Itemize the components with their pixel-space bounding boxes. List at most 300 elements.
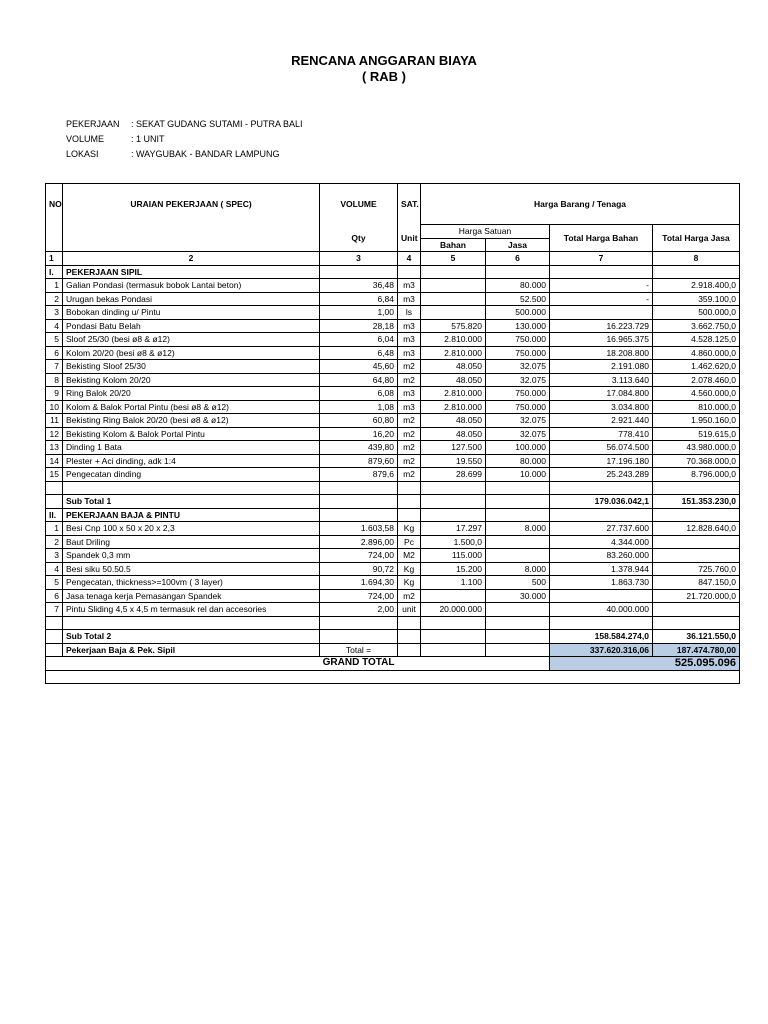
item-price-jasa: 52.500 (486, 292, 550, 306)
item-unit: M2 (398, 549, 421, 563)
project-info (66, 117, 303, 162)
item-price-jasa: 32.075 (486, 360, 550, 374)
item-price-bahan: 2.810.000 (421, 333, 486, 347)
table-row (46, 549, 740, 563)
item-total-jasa: 725.760,0 (653, 562, 740, 576)
item-number: 8 (46, 373, 63, 387)
item-qty: 60,80 (320, 414, 398, 428)
item-total-jasa (653, 603, 740, 617)
item-price-bahan: 48.050 (421, 360, 486, 374)
item-qty: 6,08 (320, 387, 398, 401)
item-unit: m3 (398, 346, 421, 360)
item-unit: m3 (398, 319, 421, 333)
item-total-bahan: 4.344.000 (550, 535, 653, 549)
item-price-bahan: 2.810.000 (421, 346, 486, 360)
item-number: 5 (46, 333, 63, 347)
info-row (66, 132, 303, 147)
item-total-bahan: 17.196.180 (550, 454, 653, 468)
empty-cell (63, 616, 320, 630)
item-total-jasa: 2.078.460,0 (653, 373, 740, 387)
item-price-bahan: 19.550 (421, 454, 486, 468)
item-description: Pengecatan dinding (63, 468, 320, 482)
item-number: 2 (46, 535, 63, 549)
empty-cell (421, 481, 486, 495)
empty-cell (486, 630, 550, 644)
item-unit: Pc (398, 535, 421, 549)
section-header-row (46, 265, 740, 279)
header-row-2 (46, 225, 740, 239)
item-number: 4 (46, 562, 63, 576)
item-number: 6 (46, 346, 63, 360)
table-row (46, 373, 740, 387)
empty-cell (550, 265, 653, 279)
table-row (46, 292, 740, 306)
empty-cell (550, 508, 653, 522)
item-description: Sloof 25/30 (besi ø8 & ø12) (63, 333, 320, 347)
item-price-jasa: 8.000 (486, 522, 550, 536)
item-description: Dinding 1 Bata (63, 441, 320, 455)
column-number: 6 (486, 252, 550, 266)
item-total-bahan (550, 306, 653, 320)
empty-cell (550, 481, 653, 495)
item-price-bahan (421, 306, 486, 320)
item-qty: 724,00 (320, 589, 398, 603)
item-total-bahan: 56.074.500 (550, 441, 653, 455)
header-no-cont (46, 225, 63, 252)
item-price-jasa: 8.000 (486, 562, 550, 576)
item-qty: 16,20 (320, 427, 398, 441)
item-price-bahan: 2.810.000 (421, 387, 486, 401)
item-price-bahan: 20.000.000 (421, 603, 486, 617)
empty-cell (46, 481, 63, 495)
item-total-bahan: 18.208.800 (550, 346, 653, 360)
info-row (66, 117, 303, 132)
total-label: Pekerjaan Baja & Pek. Sipil (63, 643, 320, 657)
item-qty: 6,84 (320, 292, 398, 306)
item-description: Kolom & Balok Portal Pintu (besi ø8 & ø12) (63, 400, 320, 414)
item-unit: m3 (398, 292, 421, 306)
header-row-1 (46, 184, 740, 225)
table-row (46, 454, 740, 468)
item-price-bahan: 127.500 (421, 441, 486, 455)
item-total-bahan: 1.863.730 (550, 576, 653, 590)
item-unit: m2 (398, 454, 421, 468)
empty-cell (486, 616, 550, 630)
item-total-bahan: 3.034.800 (550, 400, 653, 414)
item-qty: 6,48 (320, 346, 398, 360)
item-price-jasa: 750.000 (486, 400, 550, 414)
empty-cell (320, 481, 398, 495)
item-total-jasa: 4.560.000,0 (653, 387, 740, 401)
item-unit: m3 (398, 387, 421, 401)
table-row (46, 400, 740, 414)
table-row (46, 603, 740, 617)
header-uraian-cont (63, 225, 320, 252)
item-total-jasa: 500.000,0 (653, 306, 740, 320)
item-total-bahan: 3.113.640 (550, 373, 653, 387)
empty-cell (398, 657, 421, 671)
item-price-jasa: 80.000 (486, 279, 550, 293)
document-title: RENCANA ANGGARAN BIAYA (291, 53, 477, 68)
item-qty: 36,48 (320, 279, 398, 293)
item-number: 14 (46, 454, 63, 468)
header-qty: Qty (320, 225, 398, 252)
empty-cell (421, 508, 486, 522)
table-row (46, 468, 740, 482)
item-description: Bobokan dinding u/ Pintu (63, 306, 320, 320)
empty-cell (486, 265, 550, 279)
item-description: Plester + Aci dinding, adk 1:4 (63, 454, 320, 468)
item-number: 3 (46, 306, 63, 320)
item-price-bahan: 2.810.000 (421, 400, 486, 414)
empty-cell (486, 508, 550, 522)
info-value: : SEKAT GUDANG SUTAMI - PUTRA BALI (131, 119, 303, 129)
table-row (46, 589, 740, 603)
table-row (46, 535, 740, 549)
header-harga-group: Harga Barang / Tenaga (421, 184, 740, 225)
item-qty: 439,80 (320, 441, 398, 455)
info-row (66, 147, 303, 162)
empty-cell (46, 495, 63, 509)
item-total-jasa (653, 549, 740, 563)
total-bahan: 337.620.316,06 (550, 643, 653, 657)
empty-cell (320, 265, 398, 279)
item-description: Bekisting Kolom 20/20 (63, 373, 320, 387)
table-row (46, 441, 740, 455)
grand-total-label: GRAND TOTAL (63, 657, 398, 671)
item-total-bahan: 25.243.289 (550, 468, 653, 482)
item-qty: 2.896,00 (320, 535, 398, 549)
item-number: 15 (46, 468, 63, 482)
header-total-bahan: Total Harga Bahan (550, 225, 653, 252)
item-price-bahan: 28.699 (421, 468, 486, 482)
item-description: Galian Pondasi (termasuk bobok Lantai beton) (63, 279, 320, 293)
item-price-bahan: 15.200 (421, 562, 486, 576)
table-row (46, 387, 740, 401)
subtotal-row (46, 495, 740, 509)
info-value: : WAYGUBAK - BANDAR LAMPUNG (131, 149, 280, 159)
empty-cell (398, 495, 421, 509)
item-price-bahan (421, 589, 486, 603)
column-number: 2 (63, 252, 320, 266)
item-number: 10 (46, 400, 63, 414)
item-price-jasa: 750.000 (486, 387, 550, 401)
table-row (46, 279, 740, 293)
table-row (46, 522, 740, 536)
subtotal-label: Sub Total 1 (63, 495, 320, 509)
item-unit: m3 (398, 400, 421, 414)
empty-cell (486, 643, 550, 657)
item-total-bahan: - (550, 279, 653, 293)
item-price-bahan: 48.050 (421, 427, 486, 441)
item-total-jasa: 810.000,0 (653, 400, 740, 414)
subtotal-label: Sub Total 2 (63, 630, 320, 644)
item-total-jasa: 519.615,0 (653, 427, 740, 441)
table-row (46, 414, 740, 428)
header-sat: SAT. (398, 184, 421, 225)
item-total-jasa: 847.150,0 (653, 576, 740, 590)
empty-cell (421, 616, 486, 630)
empty-cell (421, 630, 486, 644)
item-number: 1 (46, 279, 63, 293)
item-unit: m2 (398, 360, 421, 374)
item-description: Bekisting Ring Balok 20/20 (besi ø8 & ø12) (63, 414, 320, 428)
rab-table (45, 183, 740, 684)
item-price-bahan: 17.297 (421, 522, 486, 536)
header-bahan: Bahan (421, 238, 486, 252)
item-description: Pengecatan, thickness>=100vm ( 3 layer) (63, 576, 320, 590)
item-description: Besi Cnp 100 x 50 x 20 x 2,3 (63, 522, 320, 536)
section-header-row (46, 508, 740, 522)
item-total-bahan: 83.260.000 (550, 549, 653, 563)
item-total-jasa: 1.950.160,0 (653, 414, 740, 428)
item-number: 13 (46, 441, 63, 455)
item-total-jasa (653, 535, 740, 549)
empty-cell (320, 630, 398, 644)
header-no: NO (46, 184, 63, 225)
item-total-jasa: 21.720.000,0 (653, 589, 740, 603)
section-title: PEKERJAAN SIPIL (63, 265, 320, 279)
item-number: 12 (46, 427, 63, 441)
empty-cell (421, 643, 486, 657)
item-price-bahan (421, 292, 486, 306)
item-qty: 879,60 (320, 454, 398, 468)
item-total-bahan: 16.223.729 (550, 319, 653, 333)
item-total-jasa: 2.918.400,0 (653, 279, 740, 293)
empty-cell (398, 508, 421, 522)
info-label: LOKASI (66, 149, 99, 159)
item-number: 11 (46, 414, 63, 428)
total-jasa: 187.474.780,00 (653, 643, 740, 657)
item-price-jasa: 32.075 (486, 373, 550, 387)
empty-cell (486, 481, 550, 495)
item-price-jasa: 10.000 (486, 468, 550, 482)
header-volume: VOLUME (320, 184, 398, 225)
item-qty: 724,00 (320, 549, 398, 563)
item-number: 6 (46, 589, 63, 603)
item-unit: ls (398, 306, 421, 320)
empty-cell (421, 265, 486, 279)
item-total-bahan: 17.084.800 (550, 387, 653, 401)
item-total-jasa: 1.462.620,0 (653, 360, 740, 374)
item-number: 7 (46, 360, 63, 374)
item-price-jasa: 30.000 (486, 589, 550, 603)
table-row (46, 576, 740, 590)
empty-cell (46, 657, 63, 671)
grand-total-row (46, 657, 740, 671)
item-unit: m2 (398, 589, 421, 603)
item-price-bahan: 1.100 (421, 576, 486, 590)
item-total-jasa: 8.796.000,0 (653, 468, 740, 482)
item-qty: 28,18 (320, 319, 398, 333)
empty-cell (486, 657, 550, 671)
empty-cell (421, 657, 486, 671)
item-price-jasa: 32.075 (486, 414, 550, 428)
empty-cell (653, 481, 740, 495)
column-number: 8 (653, 252, 740, 266)
item-total-bahan: 40.000.000 (550, 603, 653, 617)
item-number: 2 (46, 292, 63, 306)
item-total-jasa: 4.528.125,0 (653, 333, 740, 347)
empty-cell (398, 630, 421, 644)
item-price-jasa: 130.000 (486, 319, 550, 333)
section-title: PEKERJAAN BAJA & PINTU (63, 508, 320, 522)
empty-cell (398, 265, 421, 279)
document-subtitle: ( RAB ) (361, 69, 407, 84)
item-total-bahan: 27.737.600 (550, 522, 653, 536)
empty-cell (653, 265, 740, 279)
grand-total-value: 525.095.096 (550, 657, 740, 671)
item-price-jasa: 100.000 (486, 441, 550, 455)
item-price-bahan: 575.820 (421, 319, 486, 333)
empty-row (46, 670, 740, 684)
item-unit: m3 (398, 279, 421, 293)
empty-cell (550, 616, 653, 630)
item-total-bahan: 778.410 (550, 427, 653, 441)
table-row (46, 319, 740, 333)
info-label: VOLUME (66, 134, 105, 144)
column-number: 4 (398, 252, 421, 266)
item-price-bahan: 1.500,0 (421, 535, 486, 549)
item-price-jasa (486, 535, 550, 549)
item-qty: 1,08 (320, 400, 398, 414)
item-unit: m2 (398, 468, 421, 482)
empty-cell (320, 508, 398, 522)
item-qty: 90,72 (320, 562, 398, 576)
item-description: Pondasi Batu Belah (63, 319, 320, 333)
table-row (46, 346, 740, 360)
empty-cell (46, 643, 63, 657)
item-description: Spandek 0,3 mm (63, 549, 320, 563)
item-unit: m2 (398, 427, 421, 441)
item-price-jasa: 750.000 (486, 346, 550, 360)
item-price-bahan: 115.000 (421, 549, 486, 563)
item-description: Kolom 20/20 (besi ø8 & ø12) (63, 346, 320, 360)
empty-cell (486, 495, 550, 509)
empty-cell (320, 495, 398, 509)
item-price-jasa: 500 (486, 576, 550, 590)
item-total-jasa: 3.662.750,0 (653, 319, 740, 333)
empty-row (46, 616, 740, 630)
item-total-bahan: 2.921.440 (550, 414, 653, 428)
item-total-jasa: 4.860.000,0 (653, 346, 740, 360)
item-qty: 2,00 (320, 603, 398, 617)
item-unit: Kg (398, 562, 421, 576)
header-uraian: URAIAN PEKERJAAN ( SPEC) (63, 184, 320, 225)
header-jasa: Jasa (486, 238, 550, 252)
item-qty: 6,04 (320, 333, 398, 347)
item-description: Bekisting Kolom & Balok Portal Pintu (63, 427, 320, 441)
item-price-bahan (421, 279, 486, 293)
item-number: 4 (46, 319, 63, 333)
info-value: : 1 UNIT (131, 134, 165, 144)
item-description: Urugan bekas Pondasi (63, 292, 320, 306)
empty-cell (398, 643, 421, 657)
column-number-row (46, 252, 740, 266)
item-total-jasa: 43.980.000,0 (653, 441, 740, 455)
empty-cell (320, 616, 398, 630)
item-price-jasa (486, 603, 550, 617)
item-description: Baut Driling (63, 535, 320, 549)
item-unit: unit (398, 603, 421, 617)
section-number: I. (46, 265, 63, 279)
item-unit: m3 (398, 333, 421, 347)
item-total-bahan: - (550, 292, 653, 306)
item-unit: Kg (398, 522, 421, 536)
item-total-bahan: 2.191.080 (550, 360, 653, 374)
empty-cell (653, 508, 740, 522)
item-total-jasa: 12.828.640,0 (653, 522, 740, 536)
item-total-jasa: 359.100,0 (653, 292, 740, 306)
subtotal-jasa: 36.121.550,0 (653, 630, 740, 644)
item-qty: 1,00 (320, 306, 398, 320)
empty-cell (398, 616, 421, 630)
empty-cell (653, 616, 740, 630)
item-description: Pintu Sliding 4,5 x 4,5 m termasuk rel dan accesories (63, 603, 320, 617)
item-description: Besi siku 50.50.5 (63, 562, 320, 576)
item-unit: m2 (398, 414, 421, 428)
item-price-jasa: 32.075 (486, 427, 550, 441)
empty-cell (46, 670, 740, 684)
item-number: 5 (46, 576, 63, 590)
item-description: Bekisting Sloof 25/30 (63, 360, 320, 374)
item-price-bahan: 48.050 (421, 373, 486, 387)
table-row (46, 427, 740, 441)
table-row (46, 306, 740, 320)
item-unit: m2 (398, 441, 421, 455)
subtotal-jasa: 151.353.230,0 (653, 495, 740, 509)
header-harga-satuan: Harga Satuan (421, 225, 550, 239)
table-row (46, 360, 740, 374)
empty-cell (46, 630, 63, 644)
subtotal-bahan: 179.036.042,1 (550, 495, 653, 509)
item-price-jasa: 750.000 (486, 333, 550, 347)
item-price-jasa (486, 549, 550, 563)
column-number: 5 (421, 252, 486, 266)
header-total-jasa: Total Harga Jasa (653, 225, 740, 252)
item-total-bahan (550, 589, 653, 603)
subtotal-bahan: 158.584.274,0 (550, 630, 653, 644)
column-number: 7 (550, 252, 653, 266)
subtotal-row (46, 630, 740, 644)
item-qty: 1.603,58 (320, 522, 398, 536)
info-label: PEKERJAAN (66, 119, 120, 129)
item-qty: 1.694,30 (320, 576, 398, 590)
item-number: 7 (46, 603, 63, 617)
empty-cell (421, 495, 486, 509)
empty-cell (63, 481, 320, 495)
column-number: 3 (320, 252, 398, 266)
item-number: 9 (46, 387, 63, 401)
column-number: 1 (46, 252, 63, 266)
item-unit: Kg (398, 576, 421, 590)
item-description: Ring Balok 20/20 (63, 387, 320, 401)
empty-cell (398, 481, 421, 495)
table-row (46, 562, 740, 576)
header-unit: Unit (398, 225, 421, 252)
item-price-bahan: 48.050 (421, 414, 486, 428)
item-qty: 64,80 (320, 373, 398, 387)
item-price-jasa: 500.000 (486, 306, 550, 320)
total-row (46, 643, 740, 657)
item-total-jasa: 70.368.000,0 (653, 454, 740, 468)
item-number: 3 (46, 549, 63, 563)
total-equals: Total = (320, 643, 398, 657)
section-number: II. (46, 508, 63, 522)
item-qty: 45,60 (320, 360, 398, 374)
item-price-jasa: 80.000 (486, 454, 550, 468)
table-row (46, 333, 740, 347)
